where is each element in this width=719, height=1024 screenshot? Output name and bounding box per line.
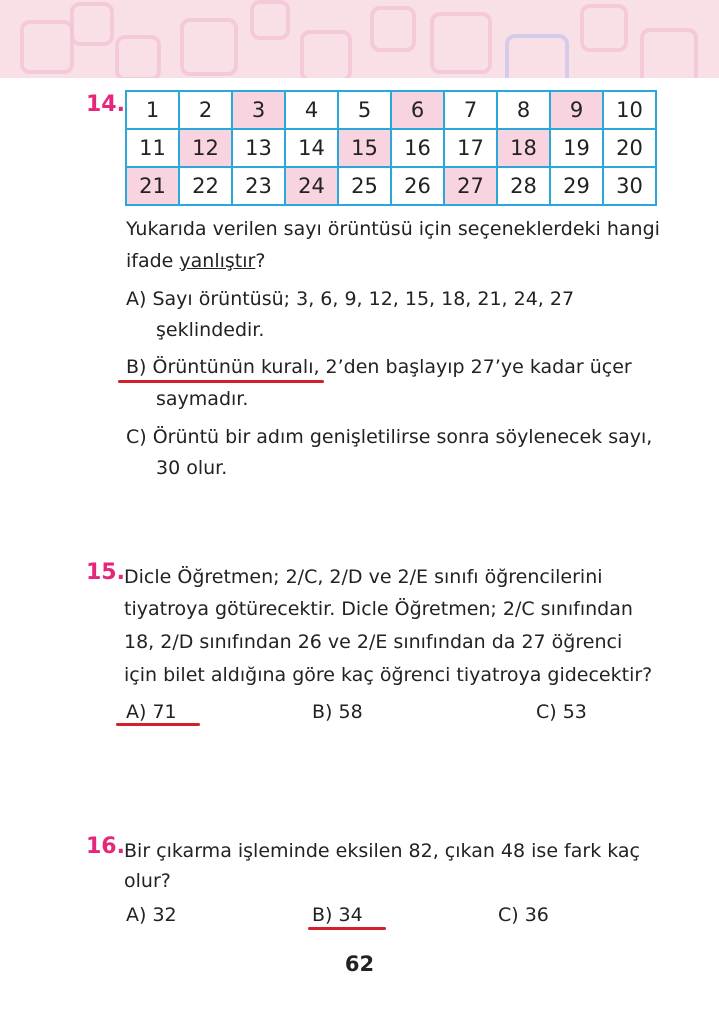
grid-cell: 22	[179, 167, 232, 205]
grid-cell: 25	[338, 167, 391, 205]
decorative-square	[370, 6, 416, 52]
decorative-square	[640, 28, 698, 78]
decorative-square	[20, 20, 74, 74]
decorative-square	[300, 30, 352, 78]
grid-cell-highlighted: 15	[338, 129, 391, 167]
number-grid	[125, 90, 657, 206]
grid-cell: 8	[497, 91, 550, 129]
grid-cell: 7	[444, 91, 497, 129]
question-14-text-suffix: ?	[255, 250, 266, 272]
decorative-square	[505, 34, 569, 78]
question-15-option-b[interactable]: B) 58	[312, 701, 363, 723]
question-15-option-a[interactable]: A) 71	[126, 701, 177, 723]
question-14-text-prefix: ifade	[126, 250, 180, 272]
grid-cell-highlighted: 27	[444, 167, 497, 205]
grid-cell: 4	[285, 91, 338, 129]
grid-cell: 1	[126, 91, 179, 129]
page-number: 62	[344, 952, 375, 976]
decorative-square	[115, 35, 161, 78]
answer-mark-underline	[308, 927, 386, 930]
question-16-number: 16.	[86, 834, 125, 859]
question-15-text-line1: Dicle Öğretmen; 2/C, 2/D ve 2/E sınıfı öğrencilerini	[124, 566, 603, 588]
grid-cell: 28	[497, 167, 550, 205]
grid-cell: 13	[232, 129, 285, 167]
decorative-square	[580, 4, 628, 52]
question-14-text-line2	[126, 244, 265, 278]
question-16-text-line1: Bir çıkarma işleminde eksilen 82, çıkan 48 ise fark kaç	[124, 840, 640, 862]
grid-cell: 2	[179, 91, 232, 129]
question-14-number: 14.	[86, 92, 125, 117]
question-15-text-line3: 18, 2/D sınıfından 26 ve 2/E sınıfından da 27 öğrenci	[124, 631, 623, 653]
question-14-option-a[interactable]: A) Sayı örüntüsü; 3, 6, 9, 12, 15, 18, 21, 24, 27	[126, 288, 575, 310]
grid-cell: 30	[603, 167, 656, 205]
decorative-square	[180, 18, 238, 76]
question-14-option-b-cont: saymadır.	[156, 388, 249, 410]
question-16-option-a[interactable]: A) 32	[126, 904, 177, 926]
grid-cell-highlighted: 18	[497, 129, 550, 167]
question-16-option-b[interactable]: B) 34	[312, 904, 363, 926]
grid-cell: 29	[550, 167, 603, 205]
question-15-option-c[interactable]: C) 53	[536, 701, 587, 723]
grid-row	[126, 129, 656, 167]
header-banner	[0, 0, 719, 78]
question-15-number: 15.	[86, 560, 125, 585]
grid-row	[126, 167, 656, 205]
grid-cell-highlighted: 9	[550, 91, 603, 129]
grid-cell-highlighted: 3	[232, 91, 285, 129]
question-14-keyword: yanlıştır	[179, 250, 256, 272]
decorative-square	[430, 12, 492, 74]
grid-cell: 26	[391, 167, 444, 205]
question-14-option-c[interactable]: C) Örüntü bir adım genişletilirse sonra söylenecek sayı,	[126, 426, 653, 448]
grid-cell: 23	[232, 167, 285, 205]
grid-cell: 20	[603, 129, 656, 167]
grid-cell: 16	[391, 129, 444, 167]
question-16-text-line2: olur?	[124, 870, 171, 892]
grid-cell: 17	[444, 129, 497, 167]
question-15-text-line4: için bilet aldığına göre kaç öğrenci tiyatroya gidecektir?	[124, 664, 653, 686]
grid-cell-highlighted: 6	[391, 91, 444, 129]
grid-cell-highlighted: 24	[285, 167, 338, 205]
decorative-square	[250, 0, 290, 40]
grid-cell: 5	[338, 91, 391, 129]
question-15-text-line2: tiyatroya götürecektir. Dicle Öğretmen; 2/C sınıfından	[124, 598, 633, 620]
question-14-option-b[interactable]: B) Örüntünün kuralı, 2’den başlayıp 27’ye kadar üçer	[126, 356, 632, 378]
grid-cell: 10	[603, 91, 656, 129]
question-14-text-line1: Yukarıda verilen sayı örüntüsü için seçeneklerdeki hangi	[126, 218, 660, 240]
question-16-option-c[interactable]: C) 36	[498, 904, 549, 926]
grid-cell: 11	[126, 129, 179, 167]
grid-cell-highlighted: 21	[126, 167, 179, 205]
grid-cell: 19	[550, 129, 603, 167]
question-14-option-c-cont: 30 olur.	[156, 457, 228, 479]
grid-row	[126, 91, 656, 129]
grid-cell-highlighted: 12	[179, 129, 232, 167]
grid-cell: 14	[285, 129, 338, 167]
decorative-square	[70, 2, 114, 46]
answer-mark-underline	[116, 723, 200, 726]
question-14-option-a-cont: şeklindedir.	[156, 319, 265, 341]
